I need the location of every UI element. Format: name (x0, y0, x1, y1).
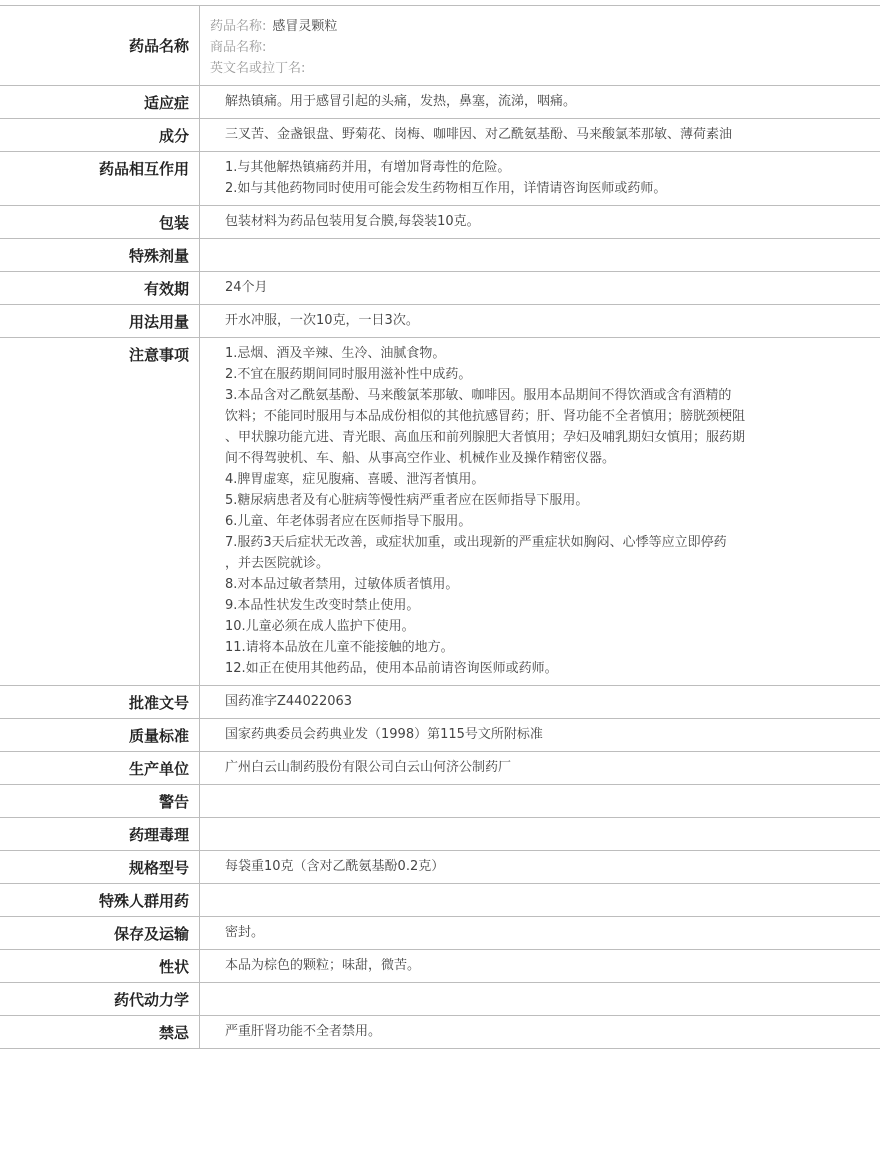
special-dosage-value (200, 239, 880, 272)
row-special-dosage (0, 239, 880, 272)
row-warning (0, 785, 880, 818)
contraindications-value (200, 1016, 880, 1049)
description-line: 本品为棕色的颗粒；味甜，微苦。 (225, 958, 421, 973)
row-specification (0, 851, 880, 884)
interactions-label: 药品相互作用 (0, 152, 200, 206)
precautions-line: 、甲状腺功能亢进、青光眼、高血压和前列腺肥大者慎用；孕妇及哺乳期妇女慎用；服药期 (225, 430, 746, 445)
manufacturer-line: 广州白云山制药股份有限公司白云山何济公制药厂 (225, 760, 512, 775)
indications-line: 解热镇痛。用于感冒引起的头痛，发热，鼻塞，流涕，咽痛。 (225, 94, 577, 109)
precautions-line: 间不得驾驶机、车、船、从事高空作业、机械作业及操作精密仪器。 (225, 451, 616, 466)
precautions-line: ，并去医院就诊。 (225, 556, 330, 571)
contraindications-line: 严重肝肾功能不全者禁用。 (225, 1024, 382, 1039)
row-packaging (0, 206, 880, 239)
precautions-line: 6.儿童、年老体弱者应在医师指导下服用。 (225, 514, 472, 529)
specification-line: 每袋重10克（含对乙酰氨基酚0.2克） (225, 859, 445, 874)
generic-name-label: 药品名称: (210, 19, 267, 34)
packaging-value (200, 206, 880, 239)
ingredients-line: 三叉苦、金盏银盘、野菊花、岗梅、咖啡因、对乙酰氨基酚、马来酸氯苯那敏、薄荷素油 (225, 127, 733, 142)
row-approval (0, 686, 880, 719)
row-manufacturer (0, 752, 880, 785)
precautions-line: 5.糖尿病患者及有心脏病等慢性病严重者应在医师指导下服用。 (225, 493, 589, 508)
usage-value (200, 305, 880, 338)
usage-line: 开水冲服，一次10克，一日3次。 (225, 313, 419, 328)
precautions-line: 饮料；不能同时服用与本品成份相似的其他抗感冒药；肝、肾功能不全者慎用；膀胱颈梗阻 (225, 409, 746, 424)
storage-label: 保存及运输 (0, 917, 200, 950)
special-population-label: 特殊人群用药 (0, 884, 200, 917)
approval-line: 国药准字Z44022063 (225, 694, 353, 709)
precautions-line: 10.儿童必须在成人监护下使用。 (225, 619, 415, 634)
precautions-line: 3.本品含对乙酰氨基酚、马来酸氯苯那敏、咖啡因。服用本品期间不得饮酒或含有酒精的 (225, 388, 732, 403)
description-value (200, 950, 880, 983)
interactions-line: 2.如与其他药物同时使用可能会发生药物相互作用，详情请咨询医师或药师。 (225, 181, 667, 196)
precautions-line: 11.请将本品放在儿童不能接触的地方。 (225, 640, 454, 655)
indications-label: 适应症 (0, 86, 200, 119)
ingredients-value (200, 119, 880, 152)
precautions-label: 注意事项 (0, 338, 200, 686)
toxicology-value (200, 818, 880, 851)
special-dosage-label: 特殊剂量 (0, 239, 200, 272)
expiry-line: 24个月 (225, 280, 268, 295)
contraindications-label: 禁忌 (0, 1016, 200, 1049)
quality-label: 质量标准 (0, 719, 200, 752)
precautions-line: 4.脾胃虚寒，症见腹痛、喜暖、泄泻者慎用。 (225, 472, 485, 487)
drug-info-table (0, 5, 880, 1049)
pharmacokinetics-label: 药代动力学 (0, 983, 200, 1016)
specification-label: 规格型号 (0, 851, 200, 884)
generic-name-value: 感冒灵颗粒 (272, 19, 338, 34)
toxicology-label: 药理毒理 (0, 818, 200, 851)
precautions-line: 12.如正在使用其他药品，使用本品前请咨询医师或药师。 (225, 661, 558, 676)
packaging-line: 包装材料为药品包装用复合膜,每袋装10克。 (225, 214, 480, 229)
manufacturer-value (200, 752, 880, 785)
special-population-value (200, 884, 880, 917)
english-name-label: 英文名或拉丁名: (210, 61, 306, 76)
row-interactions (0, 152, 880, 206)
row-ingredients (0, 119, 880, 152)
precautions-line: 9.本品性状发生改变时禁止使用。 (225, 598, 420, 613)
description-label: 性状 (0, 950, 200, 983)
usage-label: 用法用量 (0, 305, 200, 338)
drug-name-label: 药品名称 (0, 6, 200, 86)
storage-line: 密封。 (225, 925, 265, 940)
drug-info-rows (0, 6, 880, 1049)
expiry-label: 有效期 (0, 272, 200, 305)
row-description (0, 950, 880, 983)
row-pharmacokinetics (0, 983, 880, 1016)
row-usage (0, 305, 880, 338)
manufacturer-label: 生产单位 (0, 752, 200, 785)
english-name-line (210, 58, 880, 79)
row-quality (0, 719, 880, 752)
row-precautions (0, 338, 880, 686)
precautions-line: 2.不宜在服药期间同时服用滋补性中成药。 (225, 367, 472, 382)
quality-value (200, 719, 880, 752)
row-storage (0, 917, 880, 950)
indications-value (200, 86, 880, 119)
trade-name-line (210, 37, 880, 58)
row-drug-name (0, 6, 880, 86)
storage-value (200, 917, 880, 950)
precautions-line: 7.服药3天后症状无改善，或症状加重，或出现新的严重症状如胸闷、心悸等应立即停药 (225, 535, 727, 550)
specification-value (200, 851, 880, 884)
warning-label: 警告 (0, 785, 200, 818)
precautions-line: 1.忌烟、酒及辛辣、生冷、油腻食物。 (225, 346, 446, 361)
row-special-population (0, 884, 880, 917)
precautions-value (200, 338, 880, 686)
row-contraindications (0, 1016, 880, 1049)
pharmacokinetics-value (200, 983, 880, 1016)
trade-name-label: 商品名称: (210, 40, 267, 55)
quality-line: 国家药典委员会药典业发（1998）第115号文所附标准 (225, 727, 543, 742)
generic-name-line (210, 16, 880, 37)
interactions-line: 1.与其他解热镇痛药并用，有增加肾毒性的危险。 (225, 160, 511, 175)
row-toxicology (0, 818, 880, 851)
approval-label: 批准文号 (0, 686, 200, 719)
warning-value (200, 785, 880, 818)
precautions-line: 8.对本品过敏者禁用，过敏体质者慎用。 (225, 577, 459, 592)
packaging-label: 包装 (0, 206, 200, 239)
ingredients-label: 成分 (0, 119, 200, 152)
interactions-value (200, 152, 880, 206)
row-indications (0, 86, 880, 119)
drug-name-values (200, 6, 880, 86)
expiry-value (200, 272, 880, 305)
approval-value (200, 686, 880, 719)
row-expiry (0, 272, 880, 305)
